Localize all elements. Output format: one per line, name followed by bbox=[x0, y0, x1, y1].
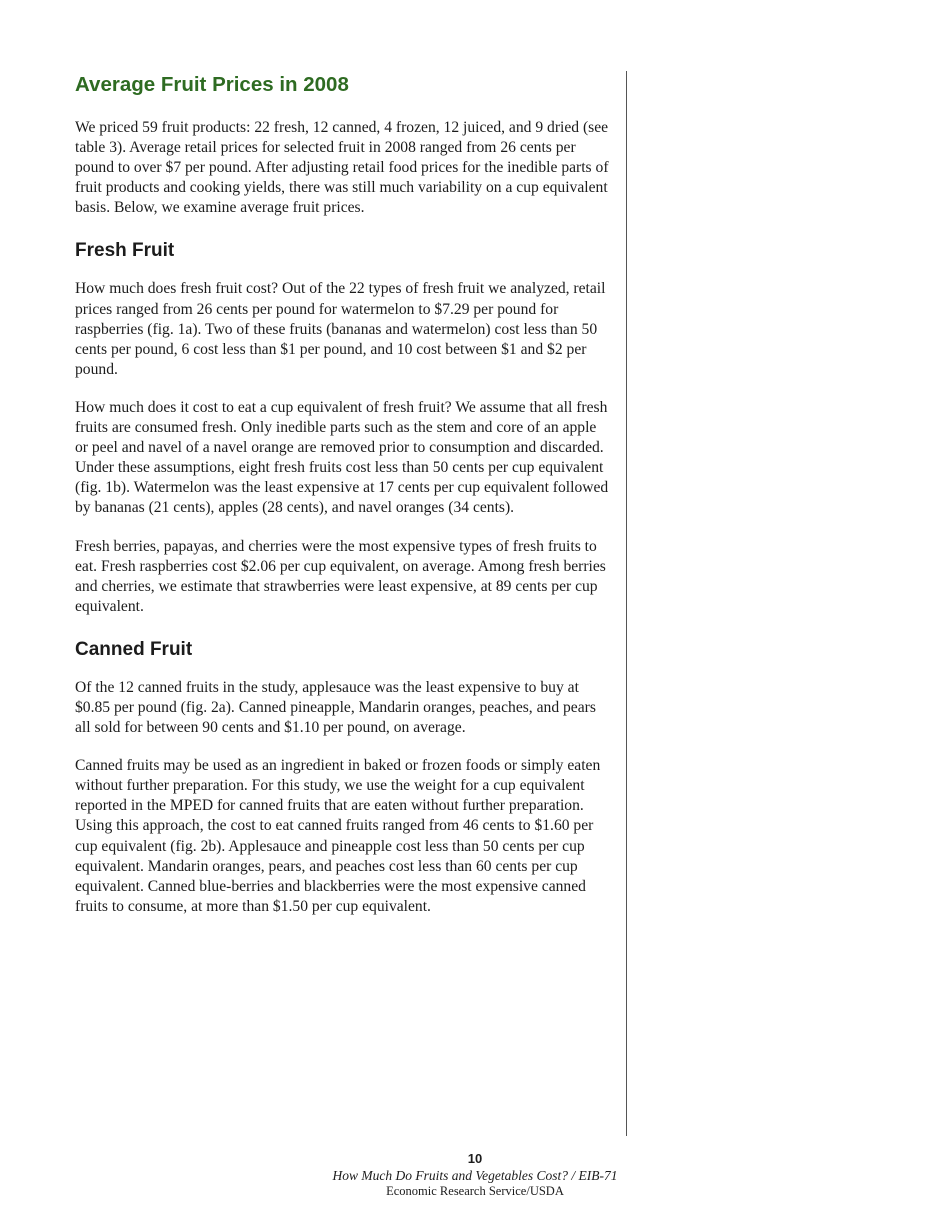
fresh-fruit-paragraph-3: Fresh berries, papayas, and cherries were the most expensive types of fresh fruits to eat. Fresh raspberries cost $2.06 per cup equivalent, on average. Among fresh berries and cherries, we estimate that strawberries were least expensive, at 89 cents per cup equivalent. bbox=[75, 537, 606, 615]
intro-paragraph: We priced 59 fruit products: 22 fresh, 12 canned, 4 frozen, 12 juiced, and 9 dried (see table 3). Average retail prices for selected fruit in 2008 ranged from 26 cents per pound to over $7 per pound. After adjusting retail food prices for the inedible parts of fruit products and cooking yields, there was still much variability on a cup equivalent basis. Below, we examine average fruit prices. bbox=[75, 119, 609, 217]
report-title: How Much Do Fruits and Vegetables Cost? / EIB-71 bbox=[332, 1168, 618, 1183]
canned-fruit-heading: Canned Fruit bbox=[75, 638, 193, 660]
column-divider bbox=[626, 71, 627, 1136]
page-number: 10 bbox=[467, 1151, 483, 1166]
page-footer bbox=[0, 1150, 950, 1199]
agency-name: Economic Research Service/USDA bbox=[386, 1184, 564, 1198]
page-title: Average Fruit Prices in 2008 bbox=[75, 73, 349, 96]
main-column bbox=[75, 70, 610, 935]
canned-fruit-paragraph-2: Canned fruits may be used as an ingredient in baked or frozen foods or simply eaten without further preparation. For this study, we use the weight for a cup equivalent reported in the MPED for canned fruits that are eaten without further preparation. Using this approach, the cost to eat canned fruits ranged from 46 cents to $1.60 per cup equivalent (fig. 2b). Applesauce and pineapple cost less than 50 cents per cup equivalent. Mandarin oranges, pears, and peaches cost less than 60 cents per cup equivalent. Canned blue-berries and blackberries were the most expensive canned fruits to consume, at more than $1.50 per cup equivalent. bbox=[75, 757, 601, 915]
fresh-fruit-paragraph-2: How much does it cost to eat a cup equivalent of fresh fruit? We assume that all fresh fruits are consumed fresh. Only inedible parts such as the stem and core of an apple or peel and navel of a navel orange are removed prior to consumption and discarded. Under these assumptions, eight fresh fruits cost less than 50 cents per cup equivalent (fig. 1b). Watermelon was the least expensive at 17 cents per cup equivalent followed by bananas (21 cents), apples (28 cents), and navel oranges (34 cents). bbox=[75, 398, 609, 517]
canned-fruit-paragraph-1: Of the 12 canned fruits in the study, applesauce was the least expensive to buy at $0.85 per pound (fig. 2a). Canned pineapple, Mandarin oranges, peaches, and pears all sold for between 90 cents and $1.10 per pound, on average. bbox=[75, 678, 596, 737]
fresh-fruit-paragraph-1: How much does fresh fruit cost? Out of the 22 types of fresh fruit we analyzed, retail prices ranged from 26 cents per pound for watermelon to $7.29 per pound for raspberries (fig. 1a). Two of these fruits (bananas and watermelon) cost less than 50 cents per pound, 6 cost less than $1 per pound, and 10 cost between $1 and $2 per pound. bbox=[75, 280, 606, 378]
fresh-fruit-heading: Fresh Fruit bbox=[75, 240, 175, 262]
